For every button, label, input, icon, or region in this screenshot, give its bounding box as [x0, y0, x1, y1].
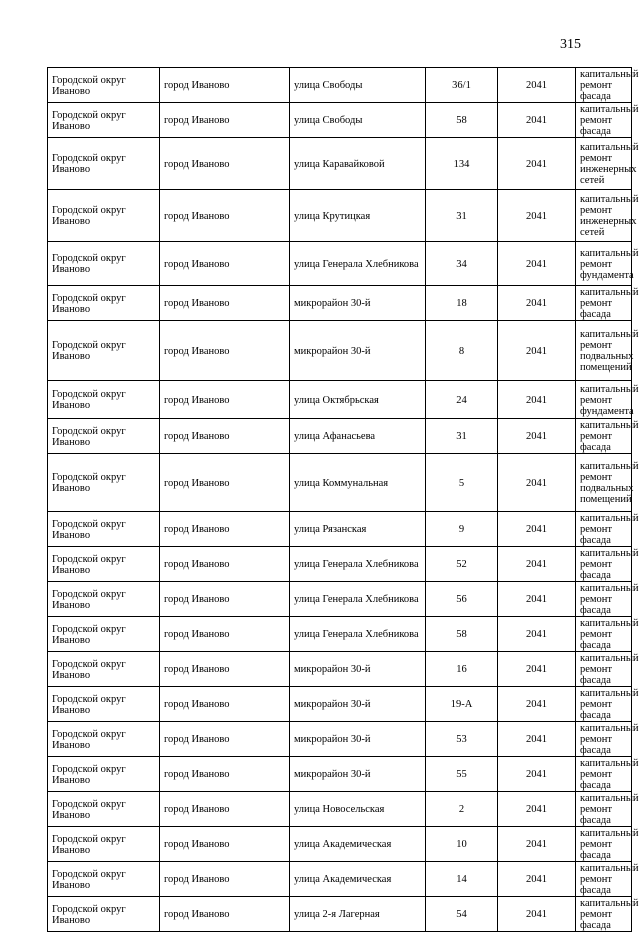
house-number-cell: 31 — [426, 419, 498, 454]
district-cell: Городской округ Иваново — [48, 862, 160, 897]
year-cell: 2041 — [498, 862, 576, 897]
city-cell: город Иваново — [160, 582, 290, 617]
district-cell: Городской округ Иваново — [48, 419, 160, 454]
work-type-cell: капитальный ремонт фасада — [576, 547, 632, 582]
house-number-cell: 58 — [426, 103, 498, 138]
district-cell: Городской округ Иваново — [48, 582, 160, 617]
district-cell: Городской округ Иваново — [48, 687, 160, 722]
city-cell: город Иваново — [160, 321, 290, 381]
house-number-cell: 18 — [426, 286, 498, 321]
district-cell: Городской округ Иваново — [48, 512, 160, 547]
year-cell: 2041 — [498, 321, 576, 381]
street-cell: улица Коммунальная — [290, 454, 426, 512]
city-cell: город Иваново — [160, 617, 290, 652]
street-cell: улица Академическая — [290, 862, 426, 897]
district-cell: Городской округ Иваново — [48, 617, 160, 652]
table-row — [48, 381, 632, 419]
year-cell: 2041 — [498, 286, 576, 321]
work-type-cell: капитальный ремонт фасада — [576, 652, 632, 687]
work-type-cell: капитальный ремонт фасада — [576, 103, 632, 138]
house-number-cell: 8 — [426, 321, 498, 381]
city-cell: город Иваново — [160, 722, 290, 757]
year-cell: 2041 — [498, 381, 576, 419]
work-type-cell: капитальный ремонт фасада — [576, 792, 632, 827]
year-cell: 2041 — [498, 419, 576, 454]
table-row — [48, 722, 632, 757]
street-cell: улица Генерала Хлебникова — [290, 582, 426, 617]
table-row — [48, 757, 632, 792]
year-cell: 2041 — [498, 103, 576, 138]
work-type-cell: капитальный ремонт фасада — [576, 862, 632, 897]
work-type-cell: капитальный ремонт фундамента — [576, 242, 632, 286]
city-cell: город Иваново — [160, 381, 290, 419]
work-type-cell: капитальный ремонт фасада — [576, 582, 632, 617]
city-cell: город Иваново — [160, 138, 290, 190]
table-row — [48, 190, 632, 242]
table-row — [48, 103, 632, 138]
house-number-cell: 19-А — [426, 687, 498, 722]
table-row — [48, 419, 632, 454]
house-number-cell: 58 — [426, 617, 498, 652]
street-cell: микрорайон 30-й — [290, 321, 426, 381]
table-row — [48, 512, 632, 547]
work-type-cell: капитальный ремонт фасада — [576, 687, 632, 722]
house-number-cell: 34 — [426, 242, 498, 286]
year-cell: 2041 — [498, 582, 576, 617]
house-number-cell: 14 — [426, 862, 498, 897]
year-cell: 2041 — [498, 792, 576, 827]
year-cell: 2041 — [498, 652, 576, 687]
district-cell: Городской округ Иваново — [48, 381, 160, 419]
year-cell: 2041 — [498, 827, 576, 862]
work-type-cell: капитальный ремонт фасада — [576, 757, 632, 792]
district-cell: Городской округ Иваново — [48, 757, 160, 792]
house-number-cell: 54 — [426, 897, 498, 932]
city-cell: город Иваново — [160, 652, 290, 687]
work-type-cell: капитальный ремонт инженерных сетей — [576, 138, 632, 190]
district-cell: Городской округ Иваново — [48, 792, 160, 827]
work-type-cell: капитальный ремонт фасада — [576, 286, 632, 321]
house-number-cell: 10 — [426, 827, 498, 862]
house-number-cell: 31 — [426, 190, 498, 242]
street-cell: улица Октябрьская — [290, 381, 426, 419]
district-cell: Городской округ Иваново — [48, 722, 160, 757]
year-cell: 2041 — [498, 757, 576, 792]
work-type-cell: капитальный ремонт инженерных сетей — [576, 190, 632, 242]
repair-registry-table — [47, 67, 639, 932]
city-cell: город Иваново — [160, 286, 290, 321]
table-row — [48, 862, 632, 897]
table-row — [48, 827, 632, 862]
street-cell: микрорайон 30-й — [290, 286, 426, 321]
work-type-cell: капитальный ремонт фундамента — [576, 381, 632, 419]
table-row — [48, 897, 632, 932]
city-cell: город Иваново — [160, 827, 290, 862]
street-cell: улица Свободы — [290, 68, 426, 103]
city-cell: город Иваново — [160, 190, 290, 242]
city-cell: город Иваново — [160, 897, 290, 932]
year-cell: 2041 — [498, 512, 576, 547]
district-cell: Городской округ Иваново — [48, 68, 160, 103]
table-row — [48, 286, 632, 321]
year-cell: 2041 — [498, 547, 576, 582]
street-cell: микрорайон 30-й — [290, 757, 426, 792]
street-cell: улица Генерала Хлебникова — [290, 617, 426, 652]
city-cell: город Иваново — [160, 792, 290, 827]
table-row — [48, 792, 632, 827]
house-number-cell: 53 — [426, 722, 498, 757]
year-cell: 2041 — [498, 454, 576, 512]
table-row — [48, 454, 632, 512]
city-cell: город Иваново — [160, 454, 290, 512]
district-cell: Городской округ Иваново — [48, 190, 160, 242]
street-cell: улица Новосельская — [290, 792, 426, 827]
street-cell: улица Рязанская — [290, 512, 426, 547]
house-number-cell: 52 — [426, 547, 498, 582]
city-cell: город Иваново — [160, 242, 290, 286]
year-cell: 2041 — [498, 617, 576, 652]
house-number-cell: 9 — [426, 512, 498, 547]
district-cell: Городской округ Иваново — [48, 242, 160, 286]
table-row — [48, 547, 632, 582]
city-cell: город Иваново — [160, 757, 290, 792]
table-row — [48, 582, 632, 617]
work-type-cell: капитальный ремонт фасада — [576, 722, 632, 757]
year-cell: 2041 — [498, 190, 576, 242]
street-cell: микрорайон 30-й — [290, 687, 426, 722]
street-cell: микрорайон 30-й — [290, 722, 426, 757]
work-type-cell: капитальный ремонт фасада — [576, 512, 632, 547]
work-type-cell: капитальный ремонт фасада — [576, 68, 632, 103]
street-cell: улица Генерала Хлебникова — [290, 547, 426, 582]
table-row — [48, 68, 632, 103]
table-body — [48, 68, 639, 932]
district-cell: Городской округ Иваново — [48, 321, 160, 381]
house-number-cell: 2 — [426, 792, 498, 827]
table-row — [48, 617, 632, 652]
house-number-cell: 55 — [426, 757, 498, 792]
city-cell: город Иваново — [160, 687, 290, 722]
work-type-cell: капитальный ремонт подвальных помещений — [576, 454, 632, 512]
year-cell: 2041 — [498, 687, 576, 722]
street-cell: микрорайон 30-й — [290, 652, 426, 687]
year-cell: 2041 — [498, 897, 576, 932]
district-cell: Городской округ Иваново — [48, 897, 160, 932]
house-number-cell: 5 — [426, 454, 498, 512]
house-number-cell: 36/1 — [426, 68, 498, 103]
street-cell: улица Академическая — [290, 827, 426, 862]
house-number-cell: 134 — [426, 138, 498, 190]
district-cell: Городской округ Иваново — [48, 103, 160, 138]
city-cell: город Иваново — [160, 68, 290, 103]
table-row — [48, 138, 632, 190]
work-type-cell: капитальный ремонт фасада — [576, 827, 632, 862]
street-cell: улица Свободы — [290, 103, 426, 138]
house-number-cell: 24 — [426, 381, 498, 419]
house-number-cell: 16 — [426, 652, 498, 687]
house-number-cell: 56 — [426, 582, 498, 617]
district-cell: Городской округ Иваново — [48, 547, 160, 582]
year-cell: 2041 — [498, 242, 576, 286]
district-cell: Городской округ Иваново — [48, 652, 160, 687]
table-row — [48, 321, 632, 381]
table-row — [48, 652, 632, 687]
work-type-cell: капитальный ремонт фасада — [576, 897, 632, 932]
street-cell: улица Крутицкая — [290, 190, 426, 242]
page-number: 315 — [560, 37, 581, 52]
work-type-cell: капитальный ремонт подвальных помещений — [576, 321, 632, 381]
year-cell: 2041 — [498, 722, 576, 757]
city-cell: город Иваново — [160, 103, 290, 138]
city-cell: город Иваново — [160, 547, 290, 582]
work-type-cell: капитальный ремонт фасада — [576, 419, 632, 454]
year-cell: 2041 — [498, 138, 576, 190]
city-cell: город Иваново — [160, 512, 290, 547]
work-type-cell: капитальный ремонт фасада — [576, 617, 632, 652]
city-cell: город Иваново — [160, 862, 290, 897]
table-row — [48, 687, 632, 722]
street-cell: улица Генерала Хлебникова — [290, 242, 426, 286]
table-row — [48, 242, 632, 286]
district-cell: Городской округ Иваново — [48, 138, 160, 190]
city-cell: город Иваново — [160, 419, 290, 454]
street-cell: улица 2-я Лагерная — [290, 897, 426, 932]
street-cell: улица Каравайковой — [290, 138, 426, 190]
district-cell: Городской округ Иваново — [48, 827, 160, 862]
street-cell: улица Афанасьева — [290, 419, 426, 454]
district-cell: Городской округ Иваново — [48, 286, 160, 321]
district-cell: Городской округ Иваново — [48, 454, 160, 512]
year-cell: 2041 — [498, 68, 576, 103]
